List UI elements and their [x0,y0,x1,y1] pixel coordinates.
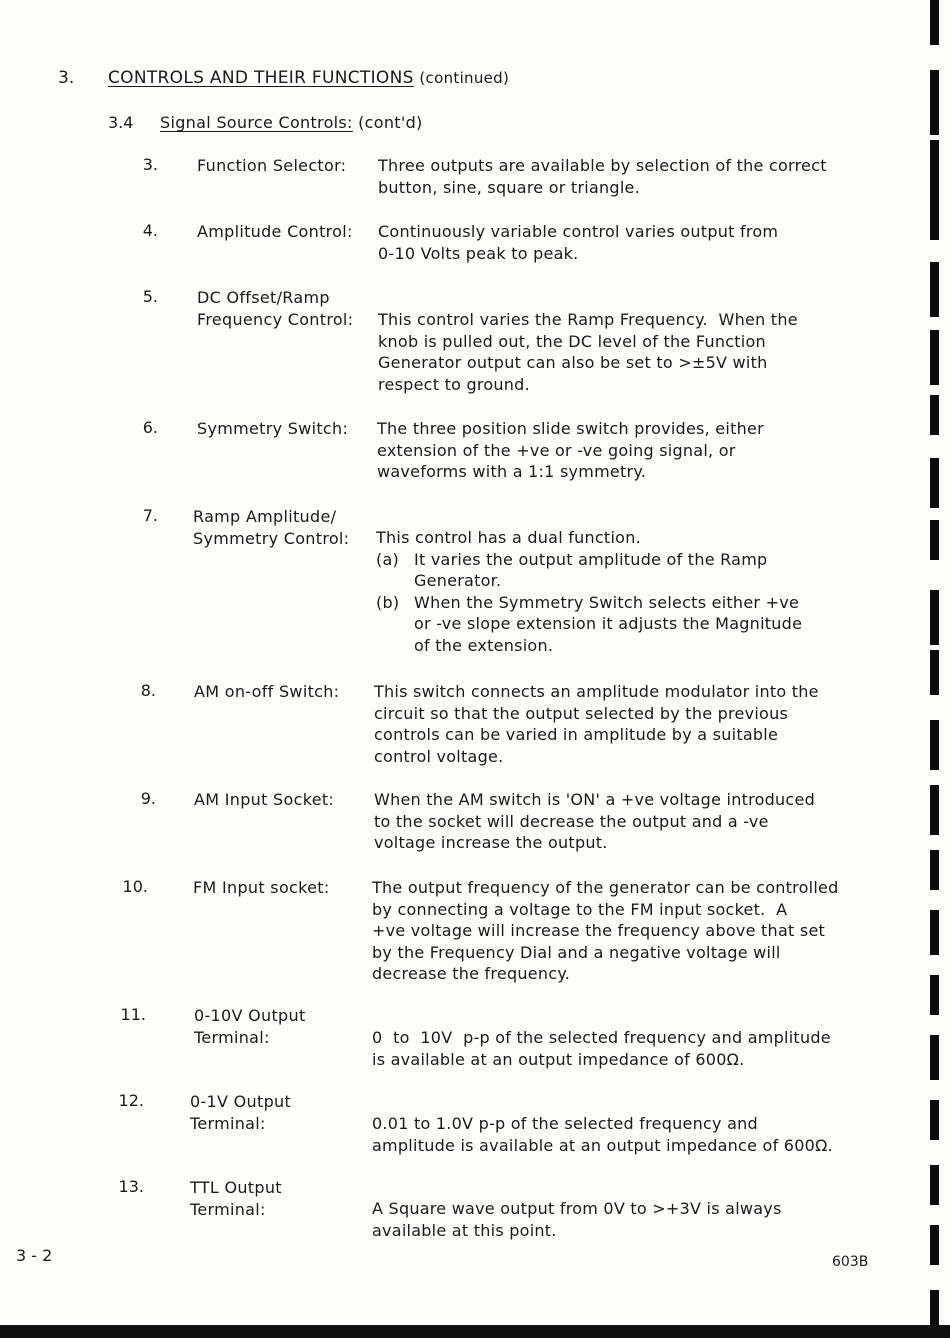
control-label-line: Symmetry Switch: [197,419,349,438]
control-label-line: AM Input Socket: [194,790,335,809]
description-line: The three position slide switch provides, either [377,419,764,438]
binding-mark [930,200,939,240]
description-line: by connecting a voltage to the FM input socket. A [372,899,788,919]
control-description [374,681,864,767]
sub-item-line: When the Symmetry Switch selects either +ve [414,592,800,612]
description-line: This control varies the Ramp Frequency. When the [378,310,798,329]
item-number: 9. [140,789,156,808]
item-number: 8. [140,681,156,700]
description-line: controls can be varied in amplitude by a suitable [374,725,779,745]
bottom-scan-edge [0,1325,950,1338]
sub-item-tag: (a) [376,549,400,569]
control-label-line: Amplitude Control: [197,222,353,241]
description-line: voltage increase the output. [374,833,608,853]
model-number: 603B [832,1254,869,1270]
control-description [372,1113,862,1156]
binding-mark [930,1225,939,1265]
control-label-line: 0-1V Output [190,1092,292,1111]
control-label [197,287,353,331]
item-number: 4. [142,221,158,240]
sub-item-line: It varies the output amplitude of the Ramp [414,549,768,569]
sub-item-line: or -ve slope extension it adjusts the Magnitude [414,614,803,634]
control-label [197,155,346,177]
control-description [372,1027,862,1070]
item-number: 5. [142,287,158,306]
description-line: This switch connects an amplitude modulator into the [374,682,819,701]
control-description [374,789,864,854]
binding-mark [930,395,939,435]
sub-item-line: of the extension. [414,635,554,655]
description-line: Three outputs are available by selection of the correct [378,156,827,175]
section-title: CONTROLS AND THEIR FUNCTIONS [108,68,414,88]
subsection-heading [160,113,423,132]
binding-mark [930,850,939,890]
control-label-line: TTL Output [190,1178,282,1197]
description-line: +ve voltage will increase the frequency above that set [372,921,826,941]
section-number: 3. [58,68,75,88]
item-number: 13. [118,1177,144,1196]
description-line: circuit so that the output selected by the previous [374,703,789,723]
binding-mark [930,590,939,645]
description-line: to the socket will decrease the output and a -ve [374,811,769,831]
description-line: 0 to 10V p-p of the selected frequency and amplitude [372,1028,831,1047]
description-line: Continuously variable control varies output from [378,222,779,241]
binding-mark [930,720,939,770]
binding-mark [930,1100,939,1140]
sub-item-text [414,592,802,657]
sub-item-line: Generator. [414,571,502,591]
description-line: knob is pulled out, the DC level of the Function [378,331,766,351]
binding-mark [930,650,939,695]
control-description [378,221,868,264]
control-description [372,877,862,985]
control-label-line: Terminal: [190,1200,266,1219]
control-description [378,155,868,198]
binding-mark [930,1035,939,1080]
control-label [197,418,348,440]
item-number: 12. [118,1091,144,1110]
control-label-line: DC Offset/Ramp [197,288,330,307]
description-line: The output frequency of the generator can be controlled [372,878,839,897]
control-label-line: Ramp Amplitude/ [193,507,337,526]
binding-mark [930,785,939,835]
control-label [190,1177,282,1221]
section-suffix: (continued) [419,69,510,87]
binding-mark [930,330,939,385]
subsection-number: 3.4 [108,113,134,132]
description-line: button, sine, square or triangle. [378,177,640,197]
item-number: 6. [142,418,158,437]
control-label [193,506,349,550]
control-label [194,681,339,703]
binding-mark [930,1165,939,1205]
binding-mark [930,975,939,1015]
item-number: 11. [120,1005,146,1024]
description-line: control voltage. [374,746,504,766]
binding-mark [930,520,939,560]
binding-mark [930,0,939,45]
control-label [197,221,353,243]
description-line: 0-10 Volts peak to peak. [378,243,579,263]
control-label-line: 0-10V Output [194,1006,306,1025]
control-description [378,309,868,395]
description-line: 0.01 to 1.0V p-p of the selected frequency and [372,1114,758,1133]
description-line: amplitude is available at an output impedance of 600Ω. [372,1135,833,1155]
description-line: This control has a dual function. [376,528,641,547]
control-description [376,527,866,657]
subsection-title: Signal Source Controls: [160,113,353,132]
sub-item [376,549,866,592]
item-number: 3. [142,155,158,174]
description-line: When the AM switch is 'ON' a +ve voltage introduced [374,790,815,809]
binding-mark [930,910,939,955]
control-label-line: Terminal: [190,1114,266,1133]
binding-mark [930,140,939,202]
control-description [377,418,867,483]
section-heading [108,68,509,88]
control-label [194,1005,306,1049]
sub-item-tag: (b) [376,592,400,612]
description-line: is available at an output impedance of 600Ω. [372,1049,745,1069]
description-line: waveforms with a 1:1 symmetry. [377,462,647,482]
description-line: Generator output can also be set to >±5V with [378,353,768,373]
control-label-line: Terminal: [194,1028,270,1047]
page-number: 3 - 2 [16,1246,53,1265]
item-number: 10. [122,877,148,896]
sub-item [376,592,866,657]
description-line: extension of the +ve or -ve going signal, or [377,440,736,460]
binding-mark [930,262,939,317]
description-line: available at this point. [372,1220,557,1240]
description-line: by the Frequency Dial and a negative voltage will [372,942,781,962]
item-number: 7. [142,506,158,525]
description-line: decrease the frequency. [372,964,571,984]
subsection-suffix: (cont'd) [358,113,423,132]
control-description [372,1198,862,1241]
sub-item-text [414,549,767,592]
binding-mark [930,70,939,135]
control-label [194,789,334,811]
binding-mark [930,458,939,508]
control-label [193,877,330,899]
control-label-line: AM on-off Switch: [194,682,340,701]
control-label [190,1091,291,1135]
control-label-line: Function Selector: [197,156,347,175]
control-label-line: Frequency Control: [197,310,354,329]
control-label-line: FM Input socket: [193,878,330,897]
control-label-line: Symmetry Control: [193,529,350,548]
description-line: A Square wave output from 0V to >+3V is always [372,1199,782,1218]
description-line: respect to ground. [378,374,530,394]
